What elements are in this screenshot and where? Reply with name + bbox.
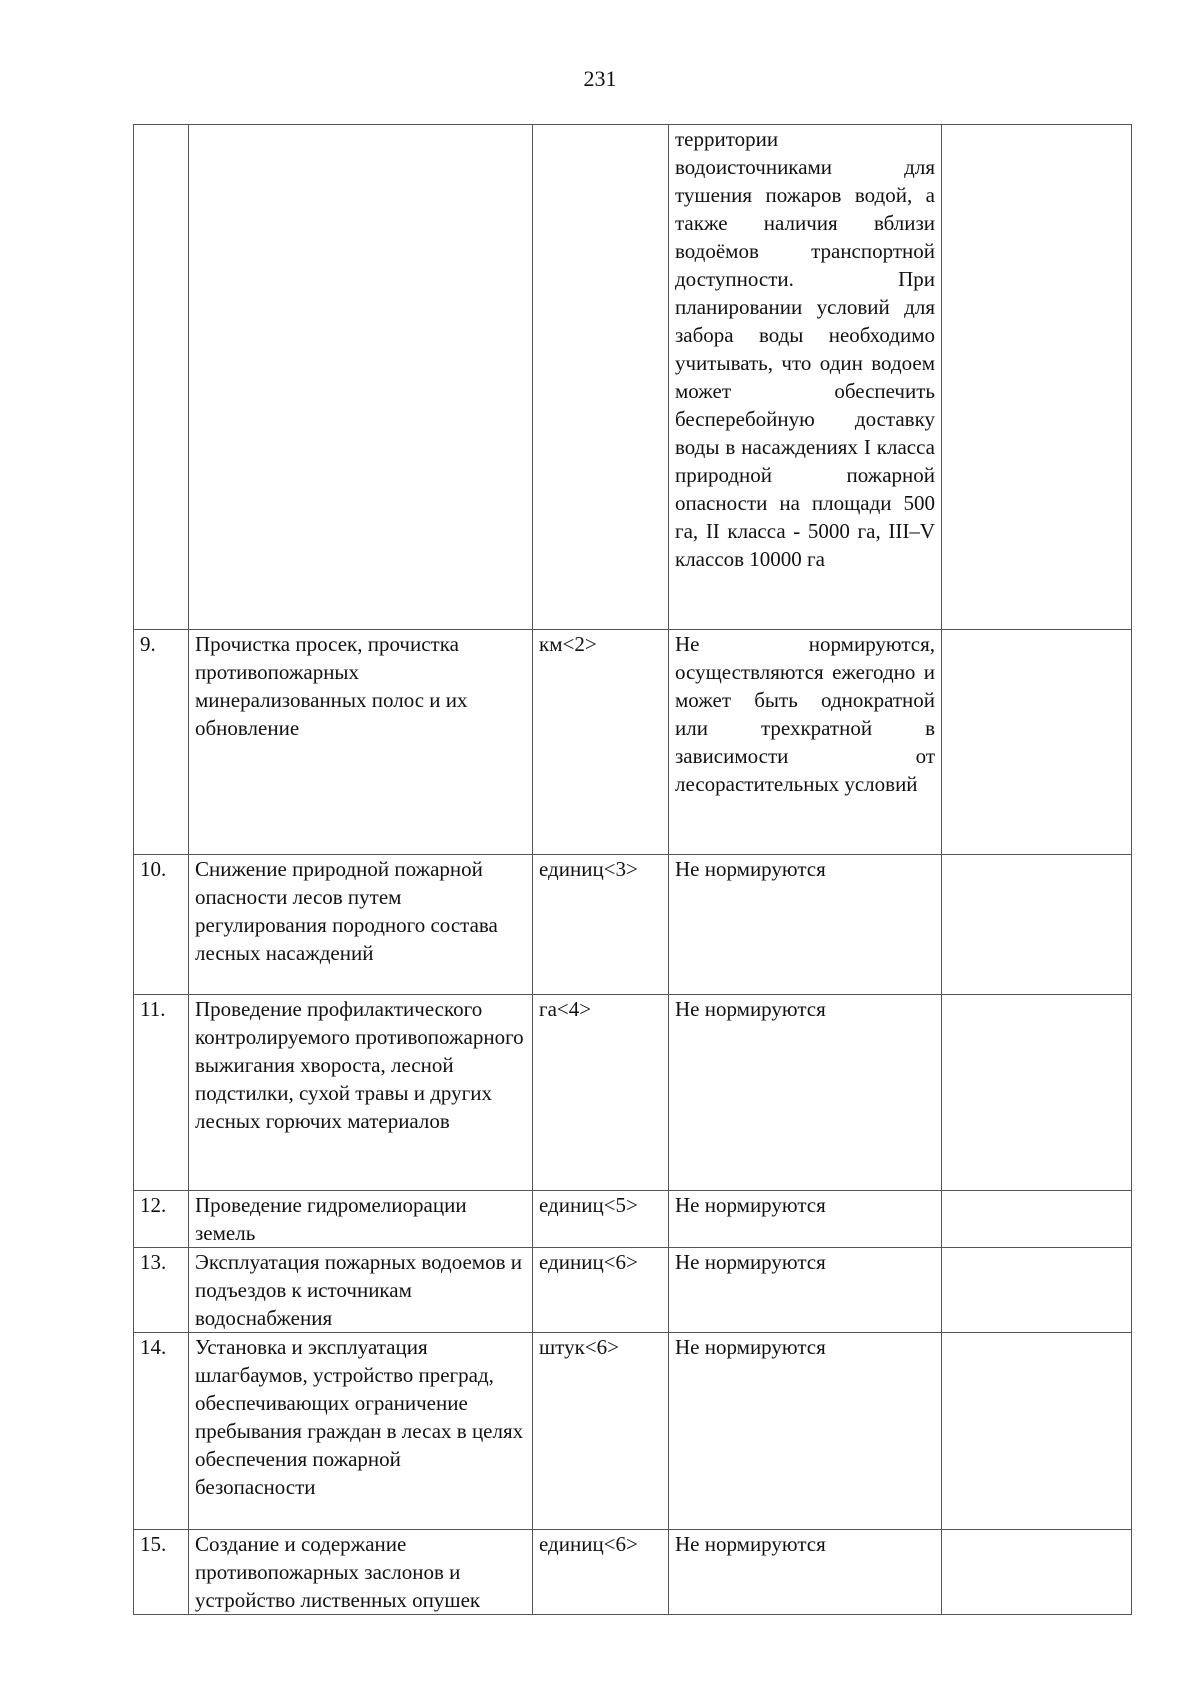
extra-cell bbox=[942, 1333, 1132, 1530]
table-row bbox=[134, 125, 1132, 630]
unit-cell: га<4> bbox=[533, 995, 669, 1191]
table-row bbox=[134, 1248, 1132, 1333]
table-row bbox=[134, 1333, 1132, 1530]
activity-cell: Снижение природной пожарной опасности лесов путем регулирования породного состава лесных насаждений bbox=[189, 855, 533, 995]
norm-cell: Не нормируются bbox=[669, 1333, 942, 1530]
activity-cell: Создание и содержание противопожарных заслонов и устройство лиственных опушек bbox=[189, 1530, 533, 1615]
extra-cell bbox=[942, 995, 1132, 1191]
norm-cell: территории водоисточниками для тушения пожаров водой, а также наличия вблизи водоёмов транспортной доступности. При планировании условий для забора воды необходимо учитывать, что один водоем может обеспечить бесперебойную доставку воды в насаждениях I класса природной пожарной опасности на площади 500 га, II класса - 5000 га, III–V классов 10000 га bbox=[669, 125, 942, 630]
unit-cell: единиц<5> bbox=[533, 1191, 669, 1248]
row-number-cell bbox=[134, 125, 189, 630]
extra-cell bbox=[942, 1248, 1132, 1333]
unit-cell: единиц<6> bbox=[533, 1530, 669, 1615]
norm-cell: Не нормируются bbox=[669, 855, 942, 995]
activity-cell: Проведение гидромелиорации земель bbox=[189, 1191, 533, 1248]
row-number-cell: 11. bbox=[134, 995, 189, 1191]
row-number-cell: 12. bbox=[134, 1191, 189, 1248]
table-row bbox=[134, 995, 1132, 1191]
activity-cell bbox=[189, 125, 533, 630]
table-row bbox=[134, 630, 1132, 855]
unit-cell: единиц<6> bbox=[533, 1248, 669, 1333]
activity-cell: Прочистка просек, прочистка противопожарных минерализованных полос и их обновление bbox=[189, 630, 533, 855]
fire-prevention-table bbox=[133, 124, 1132, 1615]
table-row bbox=[134, 1191, 1132, 1248]
row-number-cell: 10. bbox=[134, 855, 189, 995]
extra-cell bbox=[942, 630, 1132, 855]
norm-cell: Не нормируются bbox=[669, 1191, 942, 1248]
unit-cell: км<2> bbox=[533, 630, 669, 855]
norm-cell: Не нормируются bbox=[669, 1248, 942, 1333]
unit-cell: единиц<3> bbox=[533, 855, 669, 995]
row-number-cell: 13. bbox=[134, 1248, 189, 1333]
activity-cell: Эксплуатация пожарных водоемов и подъездов к источникам водоснабжения bbox=[189, 1248, 533, 1333]
extra-cell bbox=[942, 1530, 1132, 1615]
extra-cell bbox=[942, 1191, 1132, 1248]
row-number-cell: 9. bbox=[134, 630, 189, 855]
norm-cell: Не нормируются bbox=[669, 995, 942, 1191]
norm-cell: Не нормируются bbox=[669, 1530, 942, 1615]
page-number: 231 bbox=[583, 66, 617, 91]
unit-cell: штук<6> bbox=[533, 1333, 669, 1530]
extra-cell bbox=[942, 855, 1132, 995]
unit-cell bbox=[533, 125, 669, 630]
table-row bbox=[134, 1530, 1132, 1615]
norm-cell: Не нормируются, осуществляются ежегодно и может быть однократной или трехкратной в зависимости от лесорастительных условий bbox=[669, 630, 942, 855]
activity-cell: Проведение профилактического контролируемого противопожарного выжигания хвороста, лесной подстилки, сухой травы и других лесных горючих материалов bbox=[189, 995, 533, 1191]
table-row bbox=[134, 855, 1132, 995]
activity-cell: Установка и эксплуатация шлагбаумов, устройство преград, обеспечивающих ограничение пребывания граждан в лесах в целях обеспечения пожарной безопасности bbox=[189, 1333, 533, 1530]
extra-cell bbox=[942, 125, 1132, 630]
row-number-cell: 15. bbox=[134, 1530, 189, 1615]
row-number-cell: 14. bbox=[134, 1333, 189, 1530]
